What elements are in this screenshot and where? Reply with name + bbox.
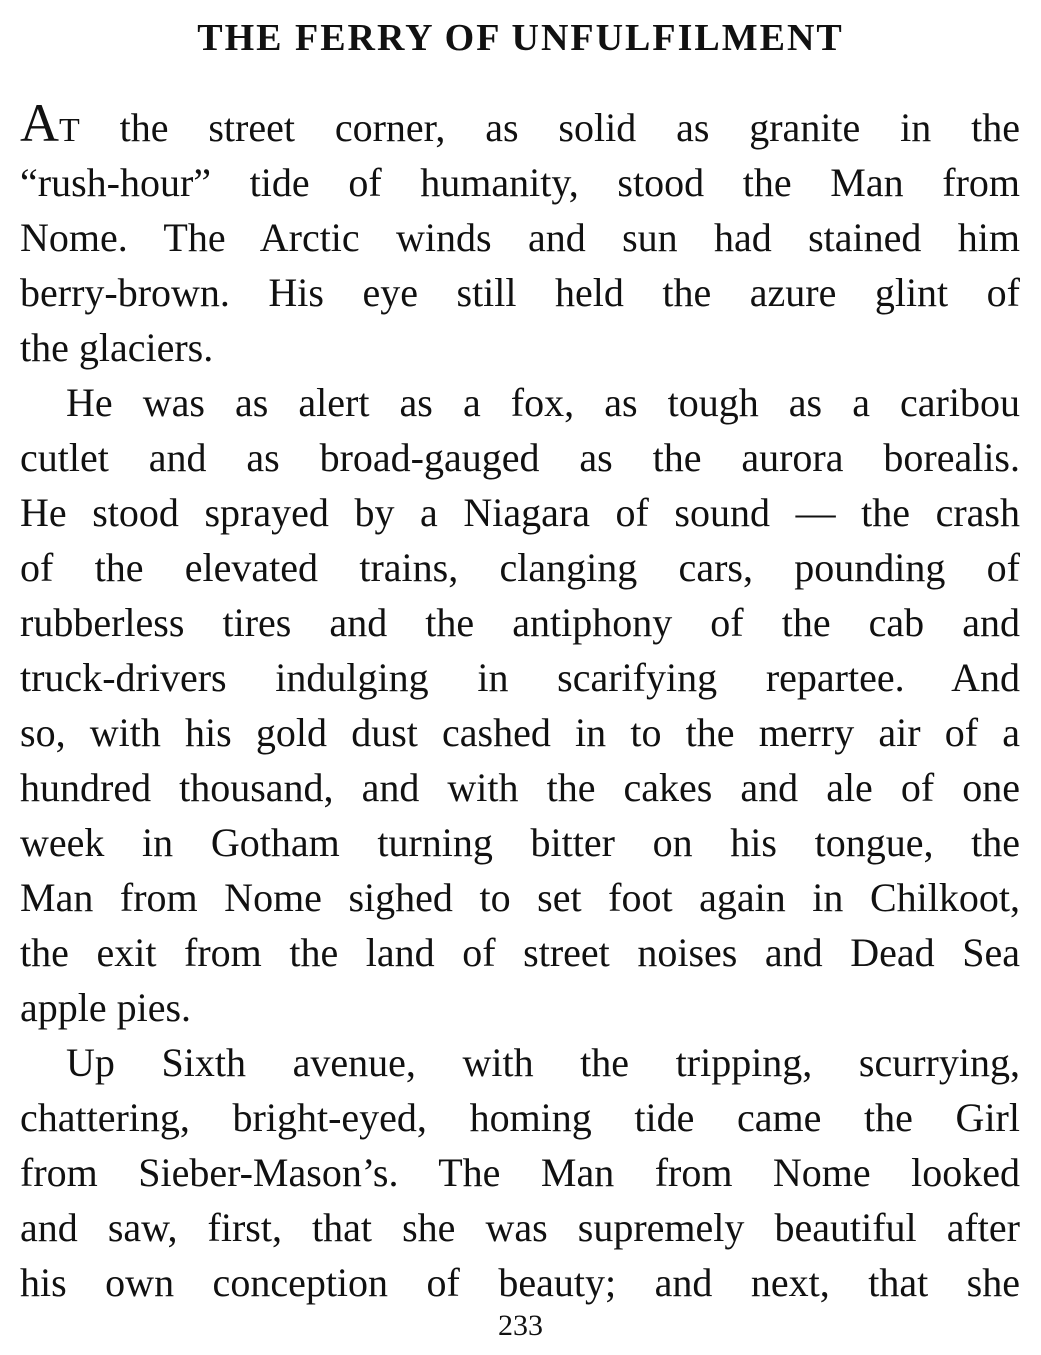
text-line: He stood sprayed by a Niagara of sound — the crash	[20, 490, 1020, 535]
text-line: hundred thousand, and with the cakes and ale of one	[20, 765, 1020, 810]
text-line: the glaciers.	[20, 325, 214, 370]
paragraph-2	[20, 375, 1020, 1035]
text-line: of the elevated trains, clanging cars, pounding of	[20, 545, 1020, 590]
text-line: apple pies.	[20, 985, 192, 1030]
drop-initial: A	[20, 93, 59, 153]
text-line: rubberless tires and the antiphony of the cab and	[20, 600, 1020, 645]
text-line: his own conception of beauty; and next, that she	[20, 1260, 1020, 1305]
text-line: Nome. The Arctic winds and sun had stained him	[20, 215, 1020, 260]
small-caps-letter: T	[59, 112, 80, 149]
text-line: “rush-hour” tide of humanity, stood the Man from	[20, 160, 1020, 205]
text-line: He was as alert as a fox, as tough as a caribou	[66, 380, 1020, 425]
paragraph-1	[20, 93, 1020, 375]
line-text: the street corner, as solid as granite in the	[79, 105, 1020, 150]
text-line: week in Gotham turning bitter on his tongue, the	[20, 820, 1020, 865]
text-line: Up Sixth avenue, with the tripping, scurrying,	[66, 1040, 1020, 1085]
text-line: so, with his gold dust cashed in to the merry air of a	[20, 710, 1020, 755]
paragraph-3	[20, 1035, 1020, 1310]
text-line: truck-drivers indulging in scarifying repartee. And	[20, 655, 1020, 700]
text-line: Man from Nome sighed to set foot again in Chilkoot,	[20, 875, 1020, 920]
text-line: the exit from the land of street noises and Dead Sea	[20, 930, 1020, 975]
text-line: from Sieber-Mason’s. The Man from Nome looked	[20, 1150, 1020, 1195]
page-number: 233	[498, 1309, 543, 1342]
text-line	[20, 93, 1020, 155]
text-line: and saw, first, that she was supremely beautiful after	[20, 1205, 1020, 1250]
running-head: THE FERRY OF UNFULFILMENT	[197, 17, 844, 59]
text-line: berry-brown. His eye still held the azure glint of	[20, 270, 1020, 315]
body-text	[20, 93, 1020, 1310]
text-line: cutlet and as broad-gauged as the aurora borealis.	[20, 435, 1020, 480]
text-line: chattering, bright-eyed, homing tide came the Girl	[20, 1095, 1020, 1140]
